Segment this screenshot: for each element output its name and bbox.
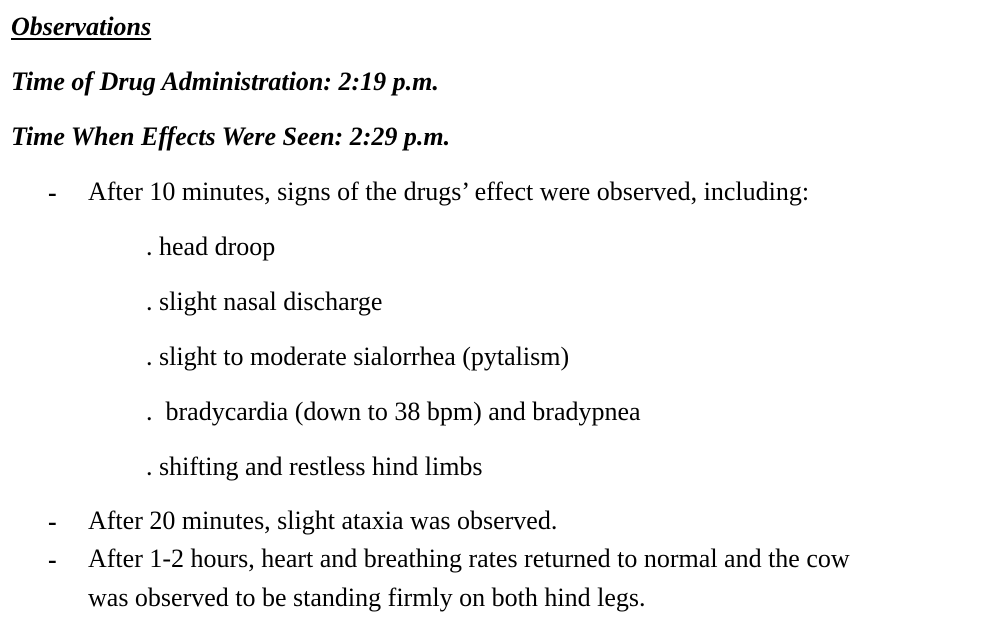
sub-item-hind-limbs: . shifting and restless hind limbs — [146, 452, 483, 481]
drug-administration-time: Time of Drug Administration: 2:19 p.m. — [11, 67, 439, 96]
bullet-item-20-minutes: After 20 minutes, slight ataxia was observed. — [88, 506, 558, 535]
bullet-item-10-minutes: After 10 minutes, signs of the drugs’ effect were observed, including: — [88, 177, 810, 206]
bullet-marker: - — [48, 545, 57, 574]
bullet-item-1-2-hours-line-2: was observed to be standing firmly on both hind legs. — [88, 583, 646, 612]
sub-item-head-droop: . head droop — [146, 232, 276, 261]
effects-seen-time: Time When Effects Were Seen: 2:29 p.m. — [11, 122, 451, 151]
section-title: Observations — [11, 12, 152, 41]
sub-item-nasal-discharge: . slight nasal discharge — [146, 287, 383, 316]
sub-item-sialorrhea: . slight to moderate sialorrhea (pytalism) — [146, 342, 570, 371]
bullet-marker: - — [48, 178, 57, 207]
bullet-marker: - — [48, 507, 57, 536]
sub-item-bradycardia: . bradycardia (down to 38 bpm) and bradypnea — [146, 397, 641, 426]
bullet-item-1-2-hours-line-1: After 1-2 hours, heart and breathing rates returned to normal and the cow — [88, 544, 850, 573]
